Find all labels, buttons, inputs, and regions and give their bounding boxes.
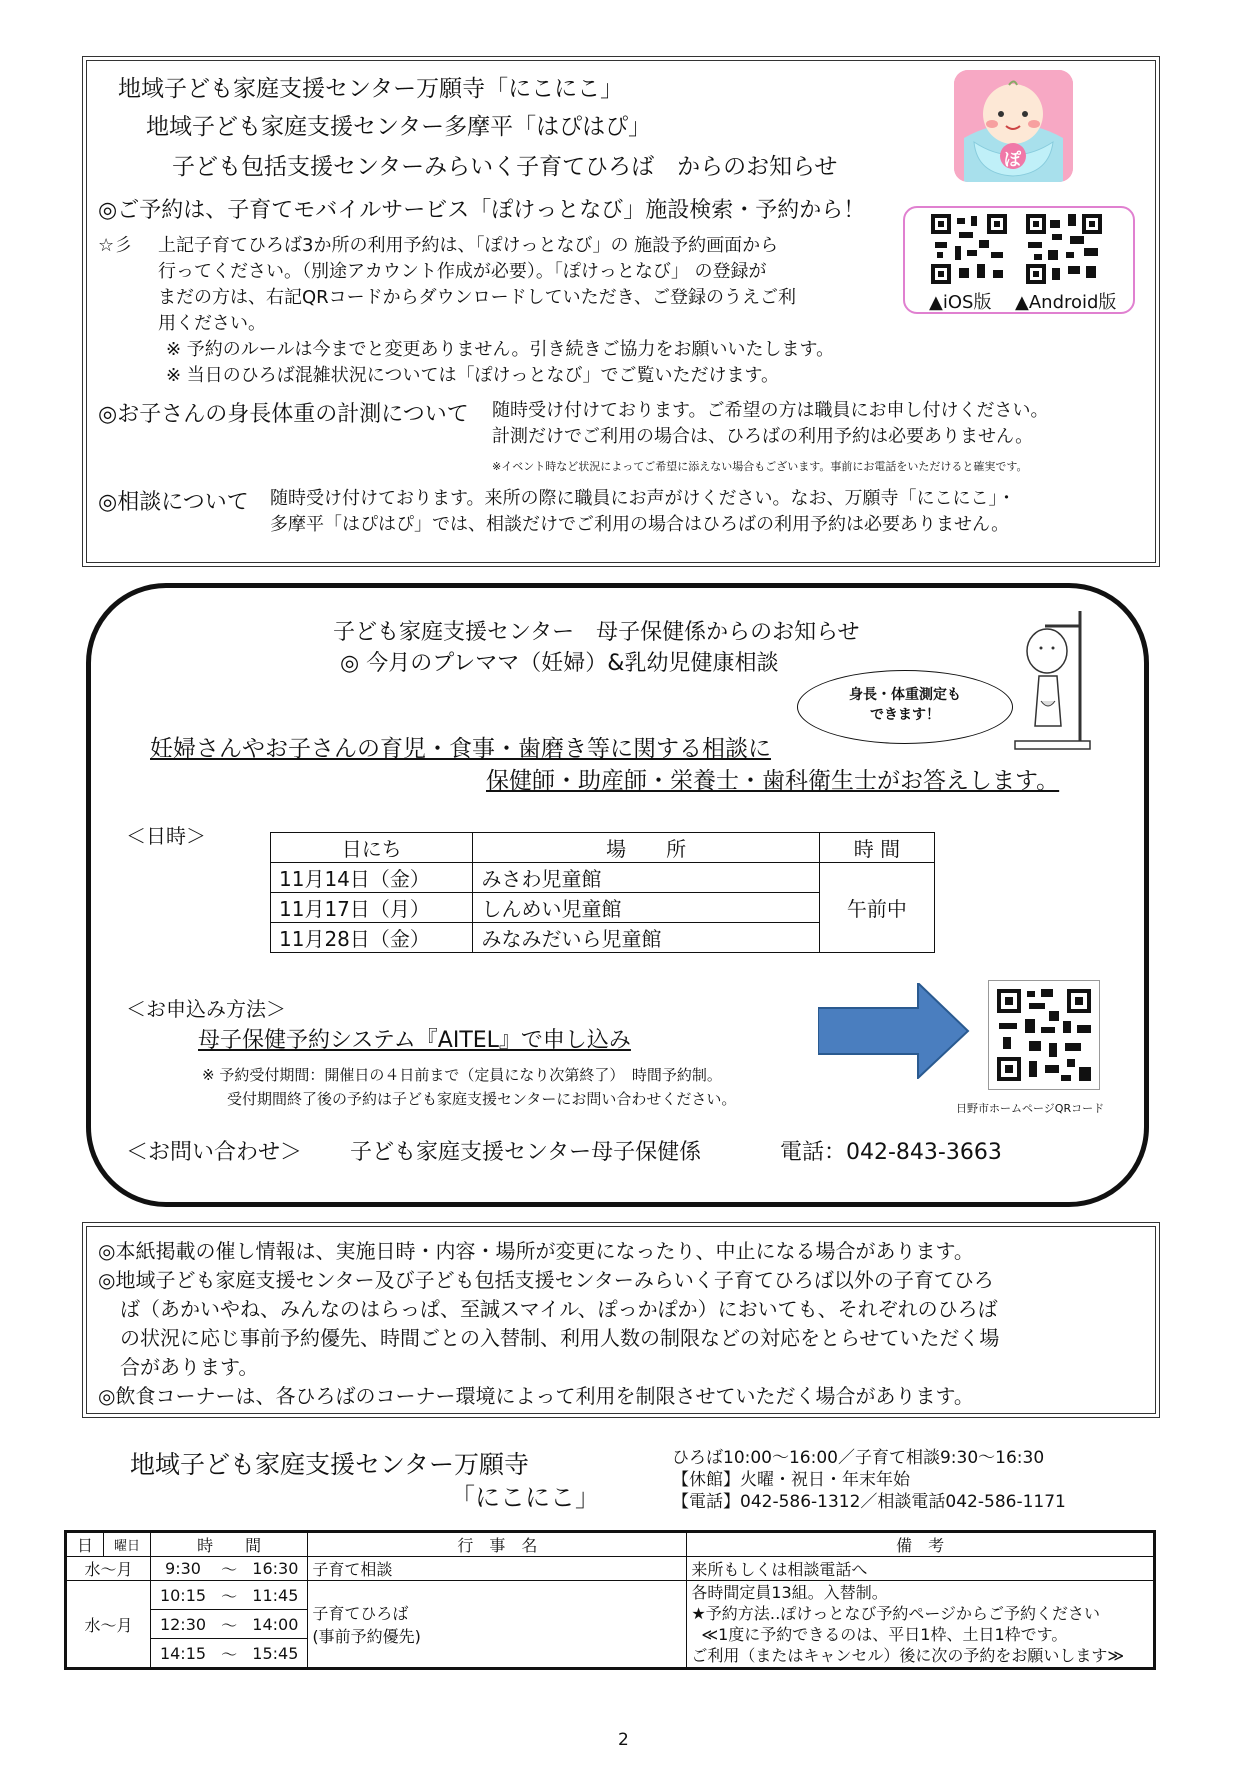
pocketnavi-app-icon <box>954 70 1073 182</box>
bubble-line-2: できます！ <box>870 707 940 723</box>
reservation-note-1: ※ 予約のルールは今までと変更ありません。引き続きご協力をお願いいたします。 <box>166 339 835 360</box>
app-icon-letter: ぽ <box>1004 150 1021 170</box>
measure-small-note: ※イベント時など状況によってご希望に添えない場合もございます。事前にお電話をいただけると確実です。 <box>492 460 1028 473</box>
row-notes <box>687 1581 1155 1669</box>
note-line-1: 各時間定員13組。入替制。 <box>691 1583 888 1602</box>
qr-caption: 日野市ホームページQRコード <box>956 1102 1105 1115</box>
table-row <box>271 863 935 893</box>
hiroba-schedule-table <box>64 1530 1156 1670</box>
note-line-2: ★予約方法‥ぽけっとなび予約ページからご予約ください <box>691 1604 1101 1623</box>
measure-heading: ◎お子さんの身長体重の計測について <box>98 402 469 427</box>
header-event: 行 事 名 <box>308 1532 687 1557</box>
apply-note-1: ※ 予約受付期間：開催日の４日前まで（定員になり次第終了） 時間予約制。 <box>202 1066 722 1084</box>
note-line-3: ≪1度に予約できるのは、平日1枠、土日1枠です。 <box>701 1625 1068 1644</box>
city-homepage-qr-code[interactable] <box>988 980 1100 1090</box>
apply-method-link[interactable]: 母子保健予約システム『AITEL』で申し込み <box>198 1028 631 1053</box>
table-row <box>66 1581 1155 1610</box>
row-date: 11月14日（金） <box>271 863 473 893</box>
event-line-2: (事前予約優先) <box>312 1627 421 1646</box>
consult-body-1: 随時受け付けております。来所の際に職員にお声がけください。なお、万願寺「にこにこ」・ <box>270 488 1016 509</box>
center-hours: ひろば10:00〜16:00／子育て相談9:30〜16:30 <box>672 1448 1045 1468</box>
ios-qr-label: ▲iOS版 <box>929 292 992 313</box>
row-time: 午前中 <box>819 863 934 953</box>
center-phone[interactable]: 【電話】042-586-1312／相談電話042-586-1171 <box>672 1492 1066 1512</box>
consult-heading: ◎相談について <box>98 490 249 515</box>
header-weekday: 曜日 <box>104 1532 151 1557</box>
slot-tilde: 〜 <box>215 1610 243 1639</box>
measuring-child-illustration <box>1005 606 1095 756</box>
right-arrow-icon <box>818 983 970 1079</box>
disclaimer-line-1: ◎本紙掲載の催し情報は、実施日時・内容・場所が変更になったり、中止になる場合があります。 <box>98 1239 974 1263</box>
row-place: みさわ児童館 <box>473 863 819 893</box>
disclaimer-line-5: 合があります。 <box>120 1355 259 1379</box>
row-tilde: 〜 <box>215 1557 243 1581</box>
health-title: 子ども家庭支援センター 母子保健係からのお知らせ <box>333 620 860 645</box>
center-name-1: 地域子ども家庭支援センター万願寺 <box>130 1450 530 1479</box>
table-row <box>66 1557 1155 1581</box>
notice-title-3: 子ども包括支援センターみらいく子育てひろば からのお知らせ <box>172 154 838 180</box>
row-end: 16:30 <box>243 1557 308 1581</box>
table-header-date: 日にち <box>271 833 473 863</box>
bubble-line-1: 身長・体重測定も <box>849 687 961 703</box>
page-number: 2 <box>618 1730 629 1750</box>
measure-body-1: 随時受け付けております。ご希望の方は職員にお申し付けください。 <box>492 400 1049 421</box>
android-qr-label: ▲Android版 <box>1015 292 1117 313</box>
table-header-time: 時 間 <box>819 833 934 863</box>
event-line-1: 子育てひろば <box>312 1604 409 1623</box>
star-mark: ☆彡 <box>98 235 133 256</box>
reservation-body-1: 上記子育てひろば3か所の利用予約は、「ぽけっとなび」の 施設予約画面から <box>158 235 779 256</box>
row-place: みなみだいら児童館 <box>473 923 819 953</box>
row-event: 子育て相談 <box>308 1557 687 1581</box>
disclaimer-line-4: の状況に応じ事前予約優先、時間ごとの入替制、利用人数の制限などの対応をとらせていただく場 <box>120 1326 1000 1350</box>
row-date: 11月17日（月） <box>271 893 473 923</box>
table-header-place: 場 所 <box>473 833 819 863</box>
disclaimer-line-6: ◎飲食コーナーは、各ひろばのコーナー環境によって利用を制限させていただく場合があります。 <box>98 1384 974 1408</box>
reservation-body-2: 行ってください。（別途アカウント作成が必要）。「ぽけっとなび」 の登録が <box>158 261 767 282</box>
row-place: しんめい児童館 <box>473 893 819 923</box>
health-lead-1: 妊婦さんやお子さんの育児・食事・歯磨き等に関する相談に <box>150 736 771 762</box>
slot-end: 14:00 <box>243 1610 308 1639</box>
header-day: 日 <box>66 1532 104 1557</box>
reservation-note-2: ※ 当日のひろば混雑状況については「ぽけっとなび」でご覧いただけます。 <box>166 365 780 386</box>
health-lead-2: 保健師・助産師・栄養士・歯科衛生士がお答えします。 <box>486 768 1060 794</box>
consultation-schedule-table <box>270 832 935 953</box>
apply-note-2: 受付期間終了後の予約は子ども家庭支援センターにお問い合わせください。 <box>227 1090 737 1108</box>
slot-tilde: 〜 <box>215 1581 243 1610</box>
row-start: 9:30 <box>151 1557 215 1581</box>
slot-start: 14:15 <box>151 1639 215 1669</box>
slot-tilde: 〜 <box>215 1639 243 1669</box>
header-time: 時 間 <box>151 1532 308 1557</box>
note-line-4: ご利用（またはキャンセル）後に次の予約をお願いします≫ <box>691 1646 1125 1665</box>
consult-body-2: 多摩平「はぴはぴ」では、相談だけでご利用の場合はひろばの利用予約は必要ありません。 <box>270 514 1010 535</box>
slot-start: 12:30 <box>151 1610 215 1639</box>
ios-qr-code[interactable] <box>931 214 1007 284</box>
slot-end: 11:45 <box>243 1581 308 1610</box>
row-weekday: 水〜月 <box>66 1557 151 1581</box>
reservation-body-3: まだの方は、右記QRコードからダウンロードしていただき、ご登録のうえご利 <box>158 287 796 308</box>
measurement-bubble <box>797 670 1013 744</box>
apply-label: ＜お申込み方法＞ <box>126 997 286 1021</box>
contact-label: ＜お問い合わせ＞ <box>126 1140 303 1165</box>
row-note: 来所もしくは相談電話へ <box>687 1557 1155 1581</box>
disclaimer-line-3: ば（あかいやね、みんなのはらっぱ、至誠スマイル、ぽっかぽか）においても、それぞれのひろば <box>120 1297 998 1321</box>
contact-org: 子ども家庭支援センター母子保健係 <box>350 1140 702 1165</box>
center-name-2: 「にこにこ」 <box>450 1483 601 1512</box>
date-label: ＜日時＞ <box>126 824 206 848</box>
app-qr-panel <box>903 206 1135 314</box>
contact-phone[interactable]: 電話：042-843-3663 <box>780 1140 1002 1165</box>
measure-body-2: 計測だけでご利用の場合は、ひろばの利用予約は必要ありません。 <box>492 426 1034 447</box>
reservation-body-4: 用ください。 <box>158 313 266 334</box>
row-event <box>308 1581 687 1669</box>
disclaimer-line-2: ◎地域子ども家庭支援センター及び子ども包括支援センターみらいく子育てひろば以外の子育てひろ <box>98 1268 994 1292</box>
row-date: 11月28日（金） <box>271 923 473 953</box>
health-subtitle: ◎ 今月のプレママ（妊婦）&乳幼児健康相談 <box>340 651 779 676</box>
header-notes: 備 考 <box>687 1532 1155 1557</box>
slot-start: 10:15 <box>151 1581 215 1610</box>
reservation-heading: ◎ご予約は、子育てモバイルサービス「ぽけっとなび」施設検索・予約から！ <box>98 198 866 223</box>
center-closed: 【休館】火曜・祝日・年末年始 <box>672 1470 910 1490</box>
row-weekday: 水〜月 <box>66 1581 151 1669</box>
notice-title-2: 地域子ども家庭支援センター多摩平「はぴはぴ」 <box>146 114 652 140</box>
slot-end: 15:45 <box>243 1639 308 1669</box>
android-qr-code[interactable] <box>1026 214 1102 284</box>
notice-title-1: 地域子ども家庭支援センター万願寺「にこにこ」 <box>118 76 624 102</box>
